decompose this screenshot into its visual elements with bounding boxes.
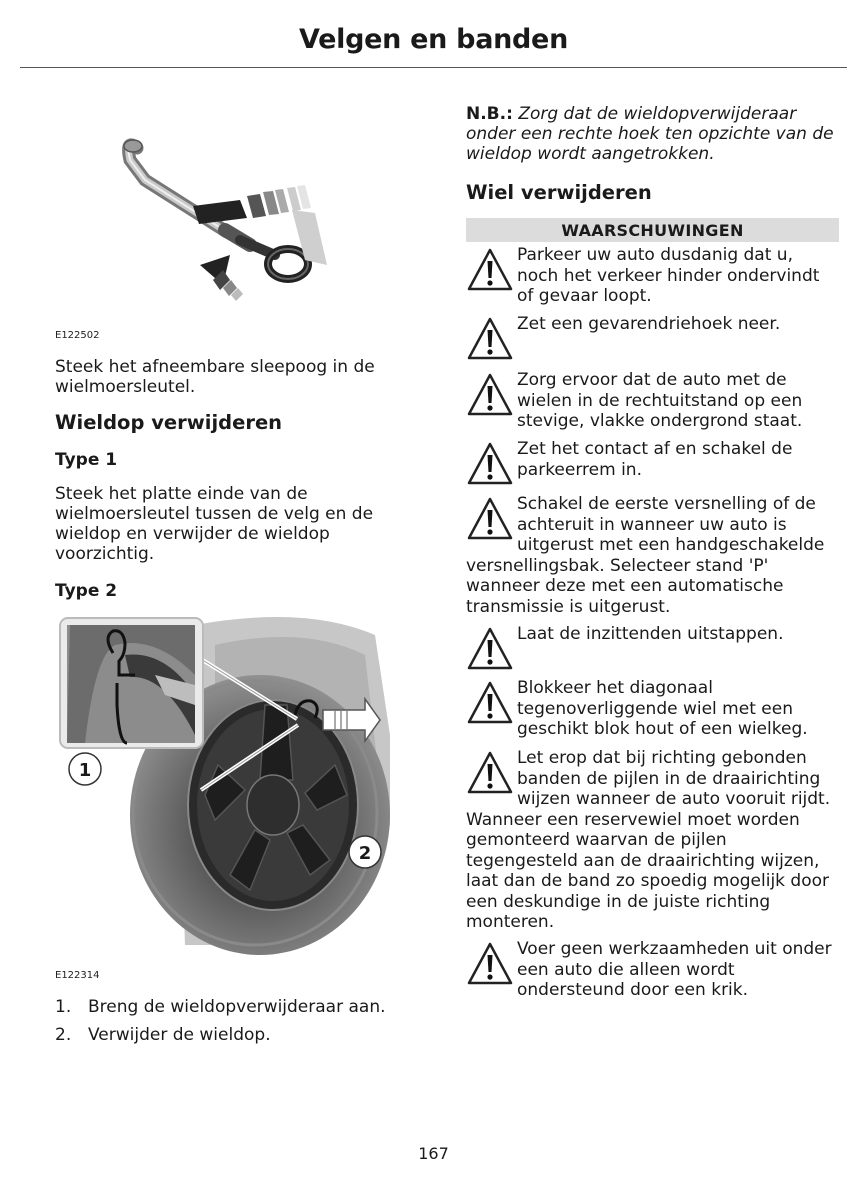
warning-item <box>466 370 839 432</box>
figure-code-1: E122502 <box>55 330 100 341</box>
insert-arrow-small <box>200 255 243 301</box>
warnings-header: WAARSCHUWINGEN <box>466 218 839 242</box>
note-label: N.B.: <box>466 104 513 124</box>
warning-item <box>466 494 839 617</box>
section-heading-wieldop: Wieldop verwijderen <box>55 411 283 434</box>
step-number: 2. <box>55 1025 72 1045</box>
warning-triangle-icon <box>466 316 514 362</box>
type2-heading: Type 2 <box>55 581 118 601</box>
figure-code-2: E122314 <box>55 970 100 981</box>
warning-text: Zet een gevarendriehoek neer. <box>517 314 781 334</box>
warning-item <box>466 314 839 362</box>
warning-triangle-icon <box>466 750 514 796</box>
warning-triangle-icon <box>466 441 514 487</box>
step-number: 1. <box>55 997 72 1017</box>
step-2 <box>55 1025 271 1045</box>
warning-text: Zet het contact af en schakel de parkeerrem in. <box>517 439 793 480</box>
header-rule <box>20 67 847 68</box>
callout-2: 2 <box>358 843 372 864</box>
warning-item <box>466 748 839 933</box>
type1-heading: Type 1 <box>55 450 118 470</box>
warning-triangle-icon <box>466 680 514 726</box>
warning-item <box>466 624 839 672</box>
step-1 <box>55 997 386 1017</box>
warning-triangle-icon <box>466 941 514 987</box>
warning-text: Blokkeer het diagonaal tegenoverliggende wiel met een geschikt blok hout of een wielkeg. <box>517 678 808 739</box>
page-number: 167 <box>418 1144 449 1163</box>
warning-triangle-icon <box>466 626 514 672</box>
wheel-nut-wrench <box>124 140 250 245</box>
step-text: Breng de wieldopverwijderaar aan. <box>88 997 386 1017</box>
warning-item <box>466 678 839 740</box>
note-text: Zorg dat de wieldopverwijderaar onder een rechte hoek ten opzichte van de wieldop wordt aangetrokken. <box>466 104 834 164</box>
warning-text: Let erop dat bij richting gebonden banden de pijlen in de draairichting wijzen wanneer de auto vooruit rijdt. Wanneer een reservewiel moet worden gemonteerd waarvan de pijlen tegengesteld aan de draairichting wijzen, laat dan de band zo spoedig mogelijk door een deskundige in de juiste richting monteren. <box>466 748 831 932</box>
note-paragraph <box>466 104 839 164</box>
section-heading-wiel: Wiel verwijderen <box>466 181 652 204</box>
warning-triangle-icon <box>466 247 514 293</box>
warning-text: Voer geen werkzaamheden uit onder een auto die alleen wordt ondersteund door een krik. <box>517 939 832 1000</box>
hub-cap <box>247 775 299 835</box>
warning-triangle-icon <box>466 496 514 542</box>
page-title: Velgen en banden <box>298 24 568 55</box>
warning-item <box>466 939 839 1001</box>
warning-text: Parkeer uw auto dusdanig dat u, noch het verkeer hinder ondervindt of gevaar loopt. <box>517 245 820 306</box>
type1-instruction: Steek het platte einde van de wielmoersleutel tussen de velg en de wieldop en verwijder de wieldop voorzichtig. <box>55 484 374 564</box>
towing-eye <box>240 240 308 279</box>
towing-eye-instruction: Steek het afneembare sleepoog in de wielmoersleutel. <box>55 357 375 397</box>
wrench-towing-eye-illustration <box>55 80 400 330</box>
callout-1: 1 <box>78 760 92 781</box>
warning-item <box>466 245 839 307</box>
warning-text: Laat de inzittenden uitstappen. <box>517 624 784 644</box>
warning-text: Zorg ervoor dat de auto met de wielen in de rechtuitstand op een stevige, vlakke ondergrond staat. <box>517 370 803 431</box>
warning-text: Schakel de eerste versnelling of de achteruit in wanneer uw auto is uitgerust met een handgeschakelde versnellingsbak. Selecteer stand 'P' wanneer deze met een automatische transmissie is uitgerust. <box>466 494 825 617</box>
hubcap-removal-illustration <box>55 615 400 955</box>
step-text: Verwijder de wieldop. <box>88 1025 271 1045</box>
warning-item <box>466 439 839 487</box>
warning-triangle-icon <box>466 372 514 418</box>
